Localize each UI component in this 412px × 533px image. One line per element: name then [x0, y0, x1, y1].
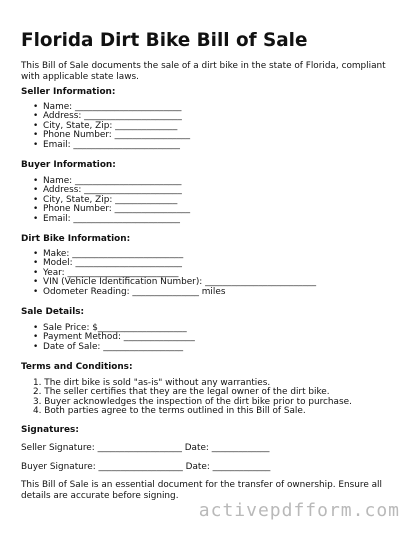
term-item: 2. The seller certifies that they are the legal owner of the dirt bike.: [33, 387, 330, 398]
buyer-list: [21, 177, 190, 224]
buyer-signature-line: Buyer Signature: ___________________ Date: _____________: [21, 462, 271, 472]
closing-paragraph: This Bill of Sale is an essential document for the transfer of ownership. Ensure all details are accurate before signing.: [21, 480, 382, 501]
bike-list: [21, 250, 316, 297]
bike-odometer-field: • Odometer Reading: _______________ miles: [21, 288, 316, 297]
seller-phone-field: • Phone Number: _________________: [21, 131, 190, 140]
bike-heading: Dirt Bike Information:: [21, 234, 131, 244]
bike-make-field: • Make: _________________________: [21, 250, 316, 259]
term-item: 4. Both parties agree to the terms outlined in this Bill of Sale.: [33, 406, 306, 417]
sale-list: [21, 324, 195, 352]
document-title: Florida Dirt Bike Bill of Sale: [21, 30, 308, 51]
terms-heading: Terms and Conditions:: [21, 362, 133, 372]
sale-date-field: • Date of Sale: __________________: [21, 343, 195, 352]
term-item: 1. The dirt bike is sold "as-is" without any warranties.: [33, 378, 271, 388]
term-item: 3. Buyer acknowledges the inspection of the dirt bike prior to purchase.: [33, 396, 352, 407]
seller-name-field: • Name: ________________________: [21, 103, 190, 112]
buyer-city-field: • City, State, Zip: ______________: [21, 196, 190, 205]
buyer-address-field: • Address: ______________________: [21, 186, 190, 195]
sale-price-field: • Sale Price: $____________________: [21, 324, 195, 333]
watermark: activepdfform.com: [198, 500, 400, 521]
signatures-heading: Signatures:: [21, 425, 79, 435]
buyer-heading: Buyer Information:: [21, 160, 116, 170]
terms-list: [21, 379, 352, 417]
buyer-name-field: • Name: ________________________: [21, 177, 190, 186]
bike-vin-field: • VIN (Vehicle Identification Number): _________________________: [21, 278, 316, 287]
bike-year-field: • Year: _________________________: [21, 269, 316, 278]
payment-method-field: • Payment Method: ________________: [21, 333, 195, 342]
buyer-phone-field: • Phone Number: _________________: [21, 205, 190, 214]
bike-model-field: • Model: ________________________: [21, 259, 316, 268]
seller-address-field: • Address: ______________________: [21, 112, 190, 121]
seller-heading: Seller Information:: [21, 87, 116, 97]
seller-city-field: • City, State, Zip: ______________: [21, 122, 190, 131]
seller-signature-line: Seller Signature: ___________________ Date: _____________: [21, 443, 270, 453]
seller-list: [21, 103, 190, 150]
buyer-email-field: • Email: ________________________: [21, 215, 190, 224]
sale-heading: Sale Details:: [21, 307, 85, 317]
intro-paragraph: This Bill of Sale documents the sale of a dirt bike in the state of Florida, compliant with applicable state laws.: [21, 61, 386, 82]
seller-email-field: • Email: ________________________: [21, 141, 190, 150]
